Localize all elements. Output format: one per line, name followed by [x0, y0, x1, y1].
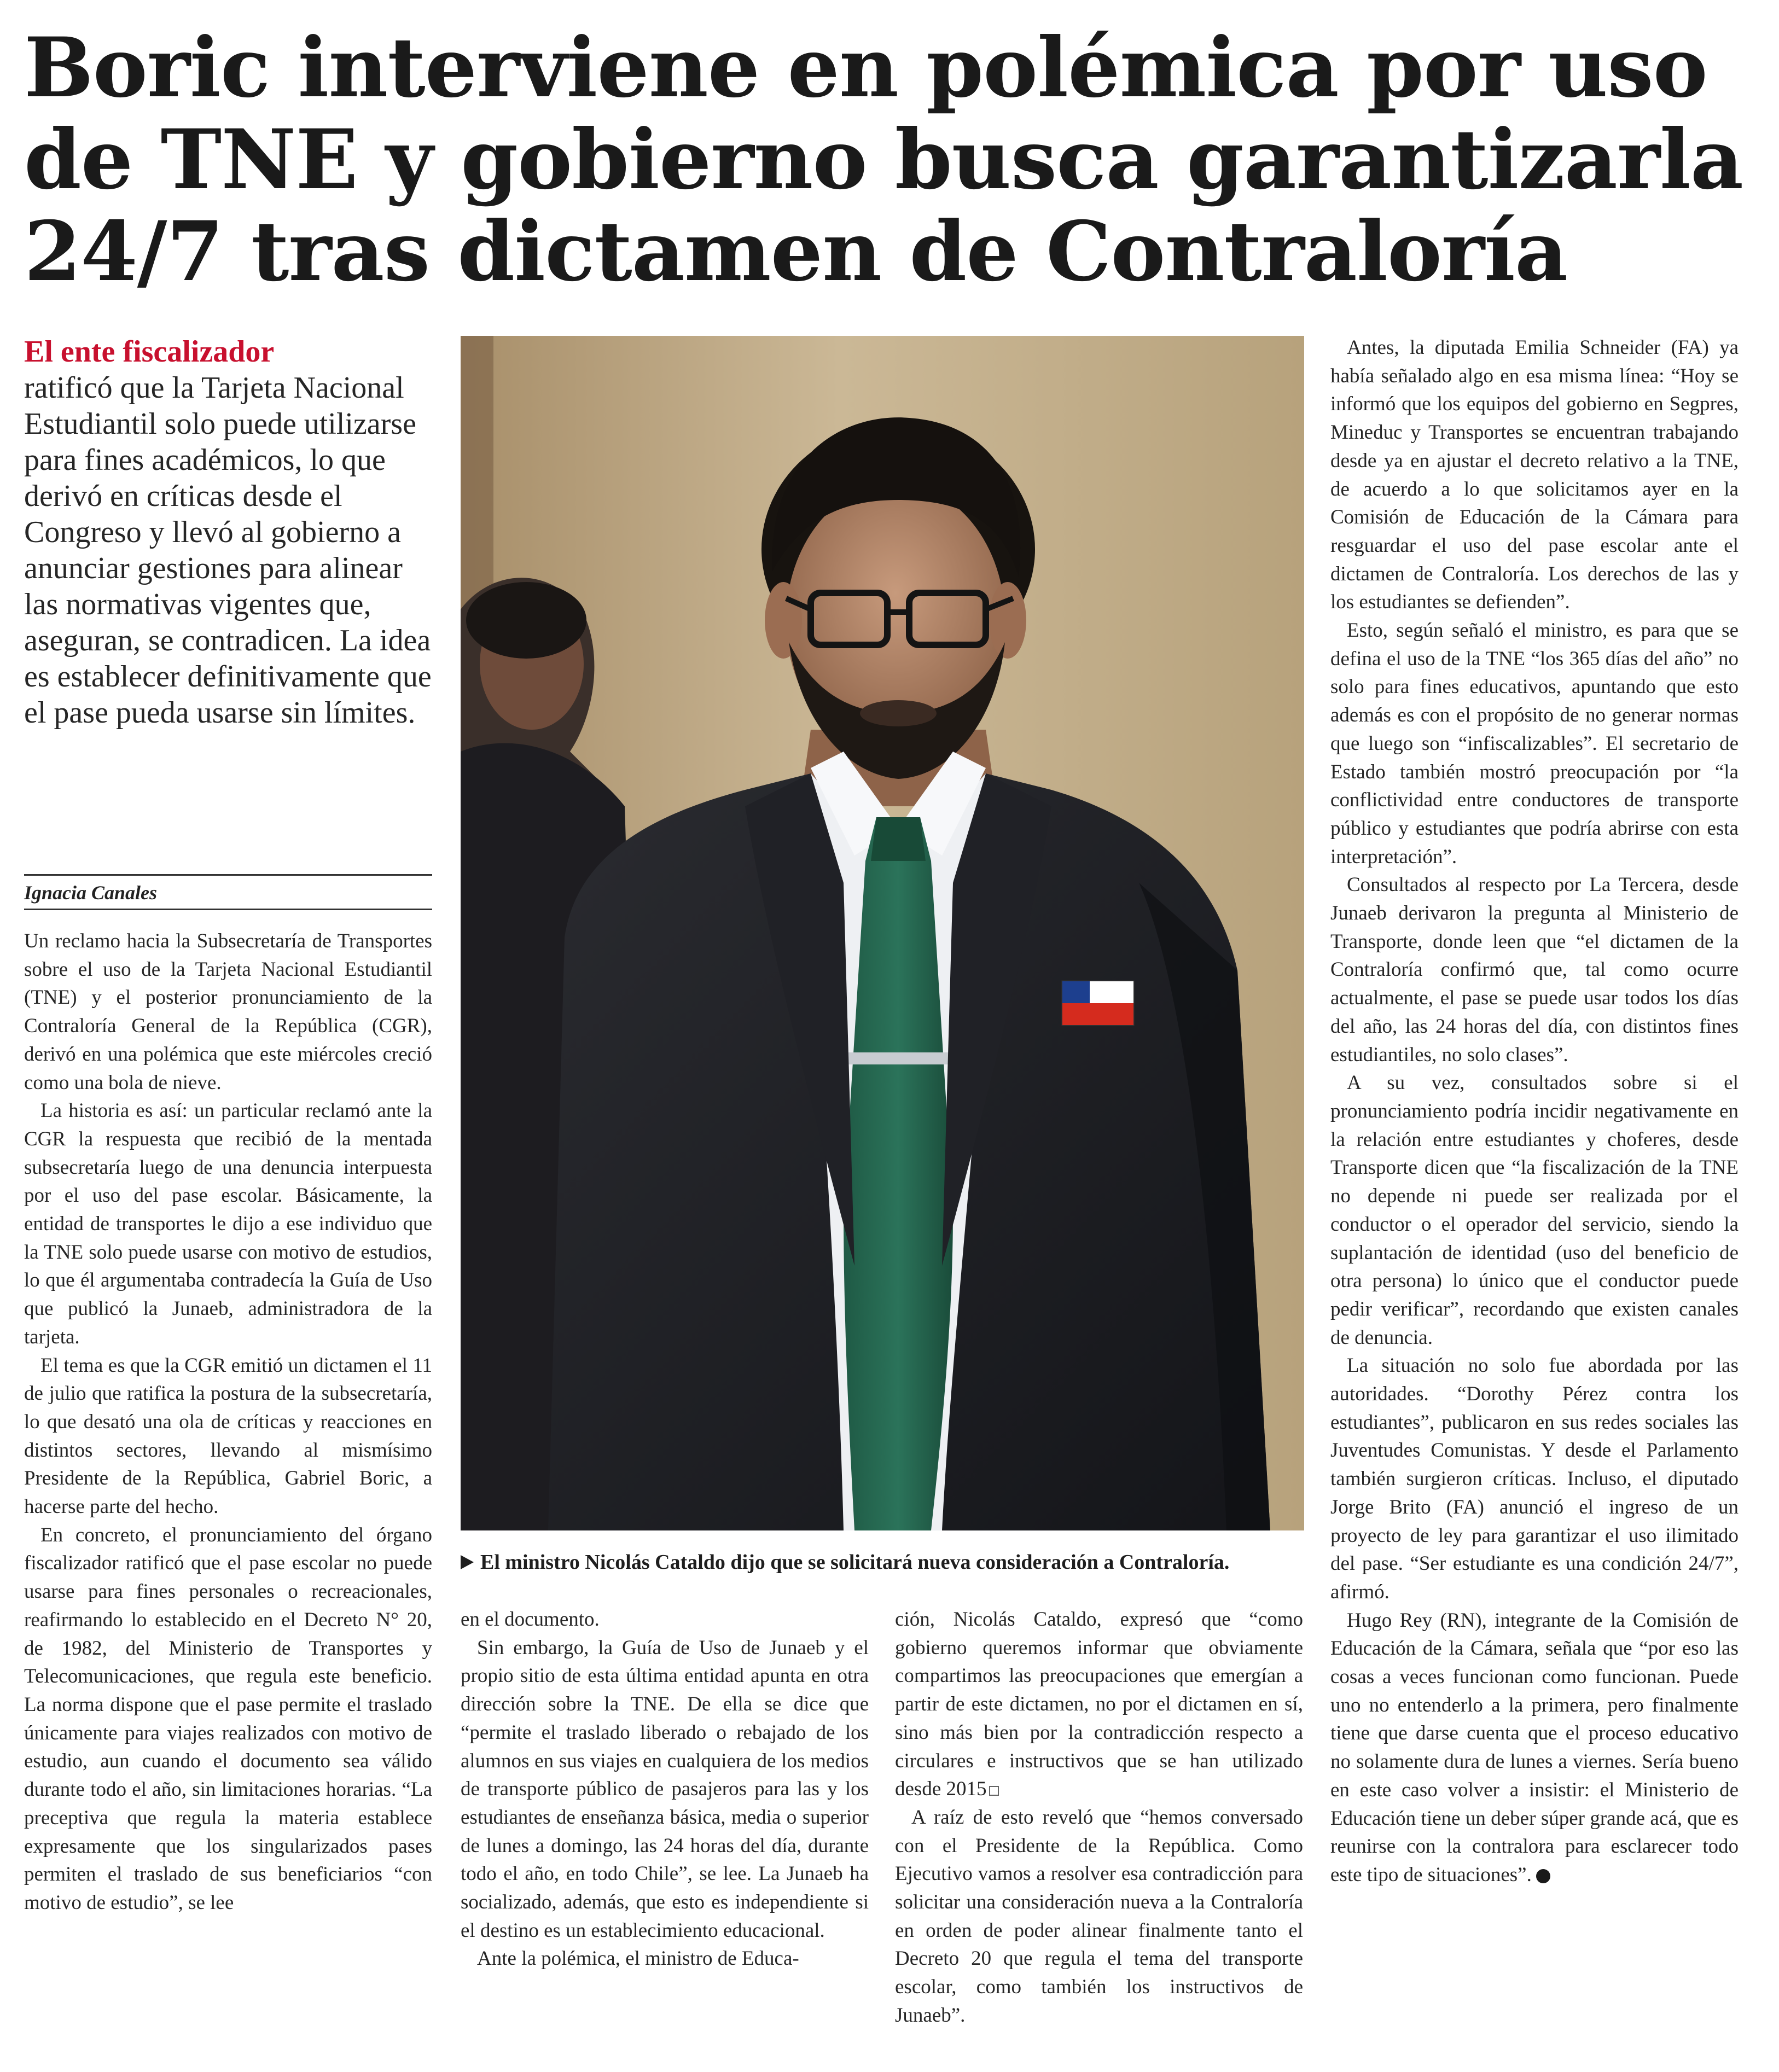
paragraph: Esto, según señaló el ministro, es para que se defina el uso de la TNE “los 365 días del año” no solo para fines educativos, apuntando que esto además es con el propósito de no generar normas que luego son “infiscalizables”. El secretario de Estado también mostró preocupación por “la conflictividad entre conductores de transporte público y estudiantes que podría abrirse con esta interpretación”. [1330, 619, 1739, 868]
article-column-3 [895, 1605, 1303, 2030]
article-photo [461, 336, 1304, 1530]
lead-summary [24, 334, 440, 731]
photo-caption [461, 1549, 1314, 1575]
paragraph: La situación no solo fue abordada por las autoridades. “Dorothy Pérez contra los estudiantes”, publicaron en sus redes sociales las Juventudes Comunistas. Y desde el Parlamento también surgieron críticas. Incluso, el diputado Jorge Brito (FA) anunció el ingreso de un proyecto de ley para garantizar el uso ilimitado del pase. “Ser estudiante es una condición 24/7”, afirmó. [1330, 1354, 1739, 1603]
paragraph: Ante la polémica, el ministro de Educa- [477, 1947, 799, 1970]
headline-line: de TNE y gobierno busca garantizarla [24, 112, 1743, 208]
headline [24, 22, 1758, 298]
paragraph: Sin embargo, la Guía de Uso de Junaeb y el propio sitio de esta última entidad apunta en otra dirección sobre la TNE. De ella se dice que “permite el traslado liberado o rebajado de los alumnos en sus viajes en cualquiera de los medios de transporte público de pasajeros para las y los estudiantes de enseñanza básica, media o superior de lunes a domingo, las 24 horas del día, durante todo el año, en todo Chile”, se lee. La Junaeb ha socializado, además, que esto es independiente si el destino es un establecimiento educacional. [461, 1636, 869, 1942]
paragraph [895, 1605, 1303, 1803]
minister-portrait-image [461, 336, 1304, 1530]
paragraph: Antes, la diputada Emilia Schneider (FA) ya había señalado algo en esa misma línea: “Hoy se informó que los equipos del gobierno en Segpres, Mineduc y Transportes se encuentran trabajando desde ya en ajustar el decreto relativo a la TNE, de acuerdo a lo que solicitamos ayer en la Comisión de Educación de la Cámara para resguardar el uso del pase escolar ante el dictamen de Contraloría. Los derechos de las y los estudiantes se defienden”. [1330, 336, 1739, 614]
paragraph [1330, 1607, 1739, 1889]
paragraph: A raíz de esto reveló que “hemos conversado con el Presidente de la República. Como Ejecutivo vamos a resolver esa contradicción para solicitar una consideración nueva a la Contraloría en orden de poder alinear finalmente tanto el Decreto 20 que regula el tema del transporte escolar, como también los instructivos de Junaeb”. [895, 1806, 1303, 2027]
paragraph: A su vez, consultados sobre si el pronunciamiento podría incidir negativamente en la relación entre estudiantes y choferes, desde Transporte dicen que “la fiscalización de la TNE no depende ni puede ser realizada por el conductor o el operador del servicio, siendo la suplantación de identidad (uso del beneficio de otra persona) lo único que el conductor puede pedir verificar”, recordando que existen canales de denuncia. [1330, 1072, 1739, 1349]
small-square-icon [989, 1786, 999, 1796]
paragraph: Consultados al respecto por La Tercera, desde Junaeb derivaron la pregunta al Ministerio de Transporte, donde leen que “el dictamen de la Contraloría confirmó que, tal como ocurre actualmente, el pase se puede usar todos los días del año, las 24 horas del día, con distintos fines estudiantiles, no solo clases”. [1330, 874, 1739, 1066]
article-column-4 [1330, 334, 1739, 1889]
headline-line: 24/7 tras dictamen de Contraloría [24, 203, 1568, 300]
paragraph: en el documento. [461, 1608, 600, 1631]
paragraph: La historia es así: un particular reclamó ante la CGR la respuesta que recibió de la mentada subsecretaría luego de una denuncia interpuesta por el uso del pase escolar. Básicamente, la entidad de transportes le dijo a ese individuo que la TNE solo puede usarse con motivo de estudios, lo que él argumentaba contradecía la Guía de Uso que publicó la Junaeb, administradora de la tarjeta. [24, 1099, 432, 1348]
caption-triangle-icon [461, 1555, 474, 1569]
lead-text: ratificó que la Tarjeta Nacional Estudiantil solo puede utilizarse para fines académicos, lo que derivó en críticas desde el Congreso y llevó al gobierno a anunciar gestiones para alinear las normativas vigentes que, aseguran, se contradicen. La idea es establecer definitivamente que el pase pueda usarse sin límites. [24, 371, 432, 730]
caption-text: El ministro Nicolás Cataldo dijo que se solicitará nueva consideración a Contraloría. [480, 1551, 1230, 1574]
paragraph-text: ción, Nicolás Cataldo, expresó que “como gobierno queremos informar que obviamente compartimos las preocupaciones que emergían a partir de este dictamen, no por el dictamen en sí, sino más bien por la contradicción respecto a circulares e instructivos que se han utilizado desde 2015 [895, 1608, 1303, 1801]
article-column-2 [461, 1605, 869, 1973]
article-column-1 [24, 927, 432, 1917]
paragraph-text: Hugo Rey (RN), integrante de la Comisión de Educación de la Cámara, señala que “por eso las cosas a veces funcionan como funcionan. Puede uno no entenderlo a la primera, pero finalmente tiene que darse cuenta que el proceso educativo no solamente dura de lunes a viernes. Sería bueno en este caso volver a insistir: el Ministerio de Educación tiene un deber súper grande acá, que es reunirse con la contralora para esclarecer todo este tipo de situaciones”. [1330, 1609, 1739, 1886]
paragraph: Un reclamo hacia la Subsecretaría de Transportes sobre el uso de la Tarjeta Nacional Estudiantil (TNE) y el posterior pronunciamiento de la Contraloría General de la República (CGR), derivó en una polémica que este miércoles creció como una bola de nieve. [24, 930, 432, 1094]
byline: Ignacia Canales [24, 874, 432, 910]
headline-line: Boric interviene en polémica por uso [24, 20, 1707, 116]
end-of-article-icon [1536, 1869, 1550, 1883]
paragraph: El tema es que la CGR emitió un dictamen el 11 de julio que ratifica la postura de la subsecretaría, lo que desató una ola de críticas y reacciones en distintos sectores, llevando al mismísimo Presidente de la República, Gabriel Boric, a hacerse parte del hecho. [24, 1354, 432, 1518]
lead-kicker: El ente fiscalizador [24, 335, 275, 369]
paragraph: En concreto, el pronunciamiento del órgano fiscalizador ratificó que el pase escolar no puede usarse para fines personales o recreacionales, reafirmando lo establecido en el Decreto N° 20, de 1982, del Ministerio de Transportes y Telecomunicaciones, que regula este beneficio. La norma dispone que el pase permite el traslado únicamente para viajes realizados con motivo de estudio, aun cuando el documento sea válido durante todo el año, sin limitaciones horarias. “La preceptiva que regula la materia establece expresamente que los singularizados pases permiten el traslado de sus beneficiarios “con motivo de estudio”, se lee [24, 1523, 432, 1914]
